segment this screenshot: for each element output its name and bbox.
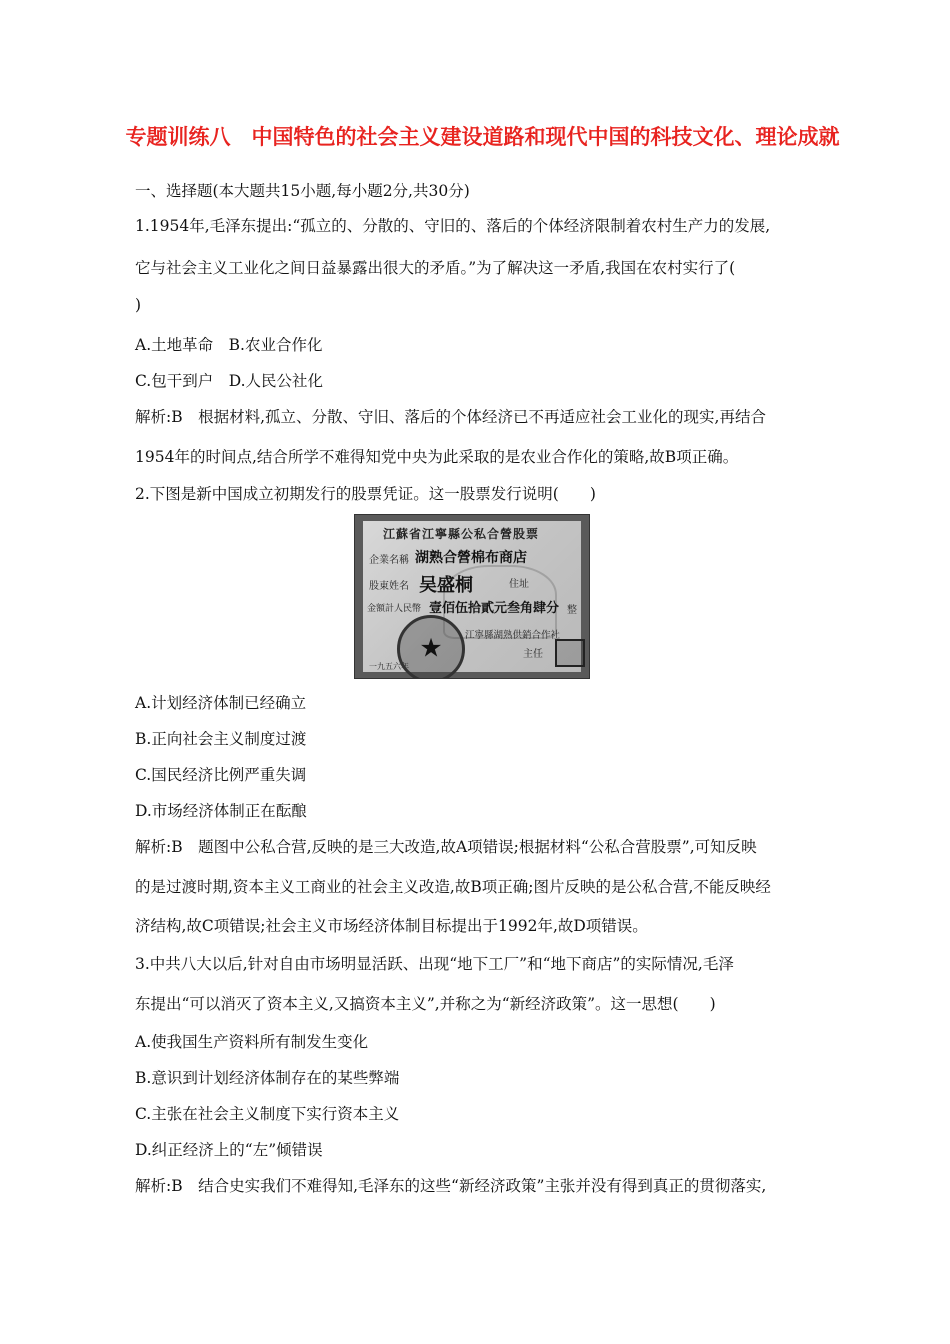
- stock-certificate-image: [354, 514, 590, 679]
- q2-option-a: A.计划经济体制已经确立: [135, 694, 307, 712]
- official-stamp: [397, 615, 465, 679]
- issue-date: 一九五六年: [369, 662, 409, 671]
- star-icon: ★: [419, 633, 443, 664]
- section-header: 一、选择题(本大题共15小题,每小题2分,共30分): [135, 182, 470, 200]
- issuer-name: 江寧縣湖熟供銷合作社: [465, 630, 561, 641]
- q2-analysis-line-2: 的是过渡时期,资本主义工商业的社会主义改造,故B项正确;图片反映的是公私合营,不能反映经: [135, 878, 771, 896]
- q1-stem-line-3: ): [135, 296, 142, 314]
- q3-analysis-line-1: 解析:B 结合史实我们不难得知,毛泽东的这些“新经济政策”主张并没有得到真正的贯彻落实,: [135, 1177, 767, 1195]
- q3-stem-line-1: 3.中共八大以后,针对自由市场明显活跃、出现“地下工厂”和“地下商店”的实际情况,毛泽: [135, 955, 734, 973]
- q1-stem-line-2: 它与社会主义工业化之间日益暴露出很大的矛盾。”为了解决这一矛盾,我国在农村实行了(: [135, 259, 736, 277]
- amount-value: 壹佰伍拾貳元叁角肆分: [429, 601, 560, 616]
- q2-option-b: B.正向社会主义制度过渡: [135, 730, 307, 748]
- q1-options-ab: A.土地革命 B.农业合作化: [135, 336, 323, 354]
- q2-stem: 2.下图是新中国成立初期发行的股票凭证。这一股票发行说明( ): [135, 485, 596, 503]
- q3-option-a: A.使我国生产资料所有制发生变化: [135, 1033, 369, 1051]
- q3-option-b: B.意识到计划经济体制存在的某些弊端: [135, 1069, 400, 1087]
- holder-value: 吴盛桐: [419, 575, 473, 596]
- q3-option-d: D.纠正经济上的“左”倾错误: [135, 1141, 323, 1159]
- q3-stem-line-2: 东提出“可以消灭了资本主义,又搞资本主义”,并称之为“新经济政策”。这一思想( ): [135, 995, 716, 1013]
- amount-label: 金額計人民幣: [367, 604, 422, 614]
- director-seal: [555, 639, 585, 667]
- q2-analysis-line-1: 解析:B 题图中公私合营,反映的是三大改造,故A项错误;根据材料“公私合营股票”,可知反映: [135, 838, 757, 856]
- director-label: 主任: [523, 649, 543, 660]
- address-label: 住址: [509, 579, 529, 590]
- q1-options-cd: C.包干到户 D.人民公社化: [135, 372, 324, 390]
- company-value: 湖熟合營棉布商店: [415, 550, 527, 566]
- q1-analysis-line-1: 解析:B 根据材料,孤立、分散、守旧、落后的个体经济已不再适应社会工业化的现实,再结合: [135, 408, 766, 426]
- q2-option-c: C.国民经济比例严重失调: [135, 766, 307, 784]
- q3-option-c: C.主张在社会主义制度下实行资本主义: [135, 1105, 400, 1123]
- q2-analysis-line-3: 济结构,故C项错误;社会主义市场经济体制目标提出于1992年,故D项错误。: [135, 917, 648, 935]
- q2-option-d: D.市场经济体制正在酝酿: [135, 802, 307, 820]
- amount-suffix: 整: [567, 605, 577, 616]
- certificate-heading: 江蘇省江寧縣公私合營股票: [383, 527, 540, 541]
- document-title: 专题训练八 中国特色的社会主义建设道路和现代中国的科技文化、理论成就: [125, 125, 840, 149]
- q1-stem-line-1: 1.1954年,毛泽东提出:“孤立的、分散的、守旧的、落后的个体经济限制着农村生产力的发展,: [135, 217, 771, 235]
- company-label: 企業名稱: [369, 555, 409, 566]
- q1-analysis-line-2: 1954年的时间点,结合所学不难得知党中央为此采取的是农业合作化的策略,故B项正确。: [135, 448, 739, 466]
- holder-label: 股東姓名: [369, 581, 409, 592]
